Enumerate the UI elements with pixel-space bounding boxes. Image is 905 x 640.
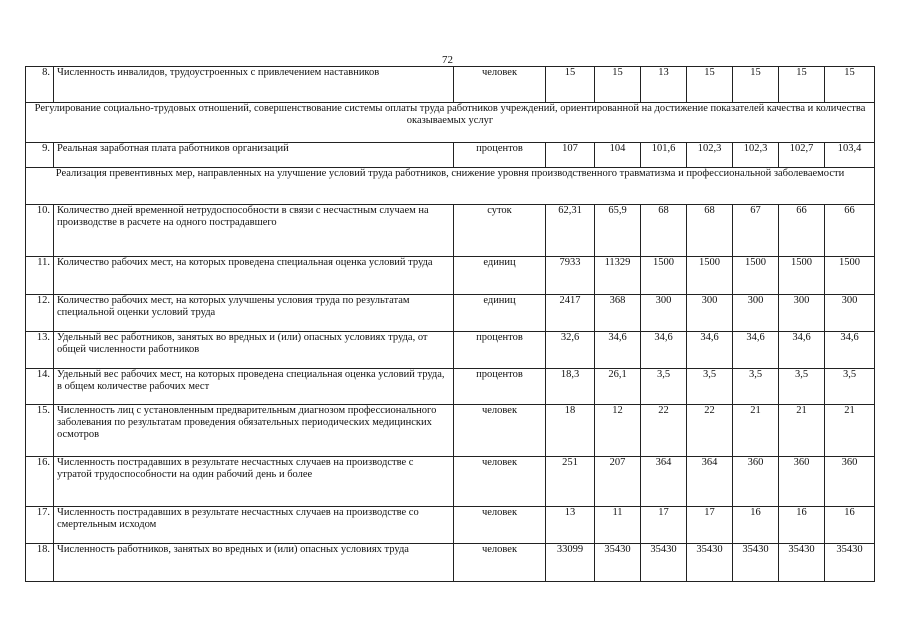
value-cell: 65,9 [595,205,641,257]
value-cell: 1500 [641,257,687,295]
value-cell: 251 [546,457,595,507]
value-cell: 15 [733,67,779,103]
table-row [26,369,875,405]
value-cell: 300 [641,295,687,332]
value-cell: 34,6 [687,332,733,369]
value-cell: 15 [825,67,875,103]
value-cell: 13 [641,67,687,103]
value-cell: 22 [641,405,687,457]
value-cell: 34,6 [733,332,779,369]
table-row [26,257,875,295]
value-cell: 21 [779,405,825,457]
value-cell: 360 [825,457,875,507]
value-cell: 35430 [687,544,733,582]
value-cell: 300 [825,295,875,332]
value-cell: 3,5 [687,369,733,405]
value-cell: 17 [641,507,687,544]
value-cell: 1500 [733,257,779,295]
unit-of-measure: человек [454,405,546,457]
value-cell: 15 [779,67,825,103]
unit-of-measure: процентов [454,369,546,405]
table-row [26,544,875,582]
row-number: 9. [26,143,54,168]
table-row [26,295,875,332]
indicator-name: Удельный вес рабочих мест, на которых проведена специальная оценка условий труда, в общем количестве рабочих мест [54,369,454,405]
value-cell: 207 [595,457,641,507]
unit-of-measure: процентов [454,332,546,369]
section-heading: Регулирование социально-трудовых отношений, совершенствование системы оплаты труда работников учреждений, ориентированной на достижение показателей качества и количества оказываемых услуг [26,103,875,143]
value-cell: 101,6 [641,143,687,168]
table-row [26,457,875,507]
row-number: 18. [26,544,54,582]
value-cell: 66 [779,205,825,257]
value-cell: 15 [595,67,641,103]
value-cell: 22 [687,405,733,457]
value-cell: 34,6 [825,332,875,369]
value-cell: 7933 [546,257,595,295]
value-cell: 102,3 [733,143,779,168]
value-cell: 21 [733,405,779,457]
value-cell: 13 [546,507,595,544]
value-cell: 15 [546,67,595,103]
value-cell: 17 [687,507,733,544]
value-cell: 107 [546,143,595,168]
value-cell: 364 [687,457,733,507]
value-cell: 35430 [825,544,875,582]
value-cell: 32,6 [546,332,595,369]
indicator-name: Численность пострадавших в результате несчастных случаев на производстве с утратой трудоспособности на один рабочий день и более [54,457,454,507]
unit-of-measure: процентов [454,143,546,168]
table-row [26,67,875,103]
indicator-name: Численность лиц с установленным предварительным диагнозом профессионального заболевания по результатам проведения обязательных периодических медицинских осмотров [54,405,454,457]
value-cell: 21 [825,405,875,457]
value-cell: 16 [779,507,825,544]
value-cell: 11329 [595,257,641,295]
value-cell: 3,5 [825,369,875,405]
value-cell: 16 [825,507,875,544]
value-cell: 104 [595,143,641,168]
unit-of-measure: человек [454,67,546,103]
row-number: 12. [26,295,54,332]
value-cell: 1500 [825,257,875,295]
value-cell: 26,1 [595,369,641,405]
table-row [26,332,875,369]
indicators-table [25,66,875,582]
row-number: 8. [26,67,54,103]
table-row [26,405,875,457]
table-row [26,507,875,544]
value-cell: 364 [641,457,687,507]
table-row [26,205,875,257]
value-cell: 35430 [641,544,687,582]
value-cell: 103,4 [825,143,875,168]
value-cell: 34,6 [641,332,687,369]
value-cell: 15 [687,67,733,103]
value-cell: 1500 [687,257,733,295]
value-cell: 67 [733,205,779,257]
row-number: 15. [26,405,54,457]
indicator-name: Количество дней временной нетрудоспособности в связи с несчастным случаем на производстве в расчете на одного пострадавшего [54,205,454,257]
value-cell: 3,5 [779,369,825,405]
unit-of-measure: суток [454,205,546,257]
indicator-name: Численность работников, занятых во вредных и (или) опасных условиях труда [54,544,454,582]
value-cell: 12 [595,405,641,457]
row-number: 10. [26,205,54,257]
value-cell: 16 [733,507,779,544]
value-cell: 62,31 [546,205,595,257]
row-number: 14. [26,369,54,405]
value-cell: 33099 [546,544,595,582]
value-cell: 1500 [779,257,825,295]
value-cell: 35430 [733,544,779,582]
value-cell: 2417 [546,295,595,332]
value-cell: 102,3 [687,143,733,168]
unit-of-measure: единиц [454,295,546,332]
unit-of-measure: человек [454,544,546,582]
value-cell: 3,5 [733,369,779,405]
value-cell: 35430 [595,544,641,582]
value-cell: 18 [546,405,595,457]
value-cell: 34,6 [595,332,641,369]
value-cell: 300 [687,295,733,332]
indicator-name: Количество рабочих мест, на которых улучшены условия труда по результатам специальной оценки условий труда [54,295,454,332]
value-cell: 360 [733,457,779,507]
page-number: 72 [442,54,453,66]
value-cell: 66 [825,205,875,257]
indicator-name: Численность инвалидов, трудоустроенных с привлечением наставников [54,67,454,103]
row-number: 16. [26,457,54,507]
value-cell: 35430 [779,544,825,582]
table-row [26,143,875,168]
unit-of-measure: единиц [454,257,546,295]
section-row [26,103,875,143]
value-cell: 68 [641,205,687,257]
value-cell: 360 [779,457,825,507]
section-row [26,168,875,205]
unit-of-measure: человек [454,457,546,507]
value-cell: 300 [779,295,825,332]
value-cell: 300 [733,295,779,332]
value-cell: 18,3 [546,369,595,405]
row-number: 13. [26,332,54,369]
row-number: 17. [26,507,54,544]
value-cell: 68 [687,205,733,257]
value-cell: 3,5 [641,369,687,405]
value-cell: 102,7 [779,143,825,168]
value-cell: 34,6 [779,332,825,369]
indicator-name: Количество рабочих мест, на которых проведена специальная оценка условий труда [54,257,454,295]
row-number: 11. [26,257,54,295]
indicator-name: Удельный вес работников, занятых во вредных и (или) опасных условиях труда, от общей численности работников [54,332,454,369]
value-cell: 11 [595,507,641,544]
section-heading: Реализация превентивных мер, направленных на улучшение условий труда работников, снижение уровня производственного травматизма и профессиональной заболеваемости [26,168,875,205]
indicator-name: Реальная заработная плата работников организаций [54,143,454,168]
indicator-name: Численность пострадавших в результате несчастных случаев на производстве со смертельным исходом [54,507,454,544]
value-cell: 368 [595,295,641,332]
unit-of-measure: человек [454,507,546,544]
